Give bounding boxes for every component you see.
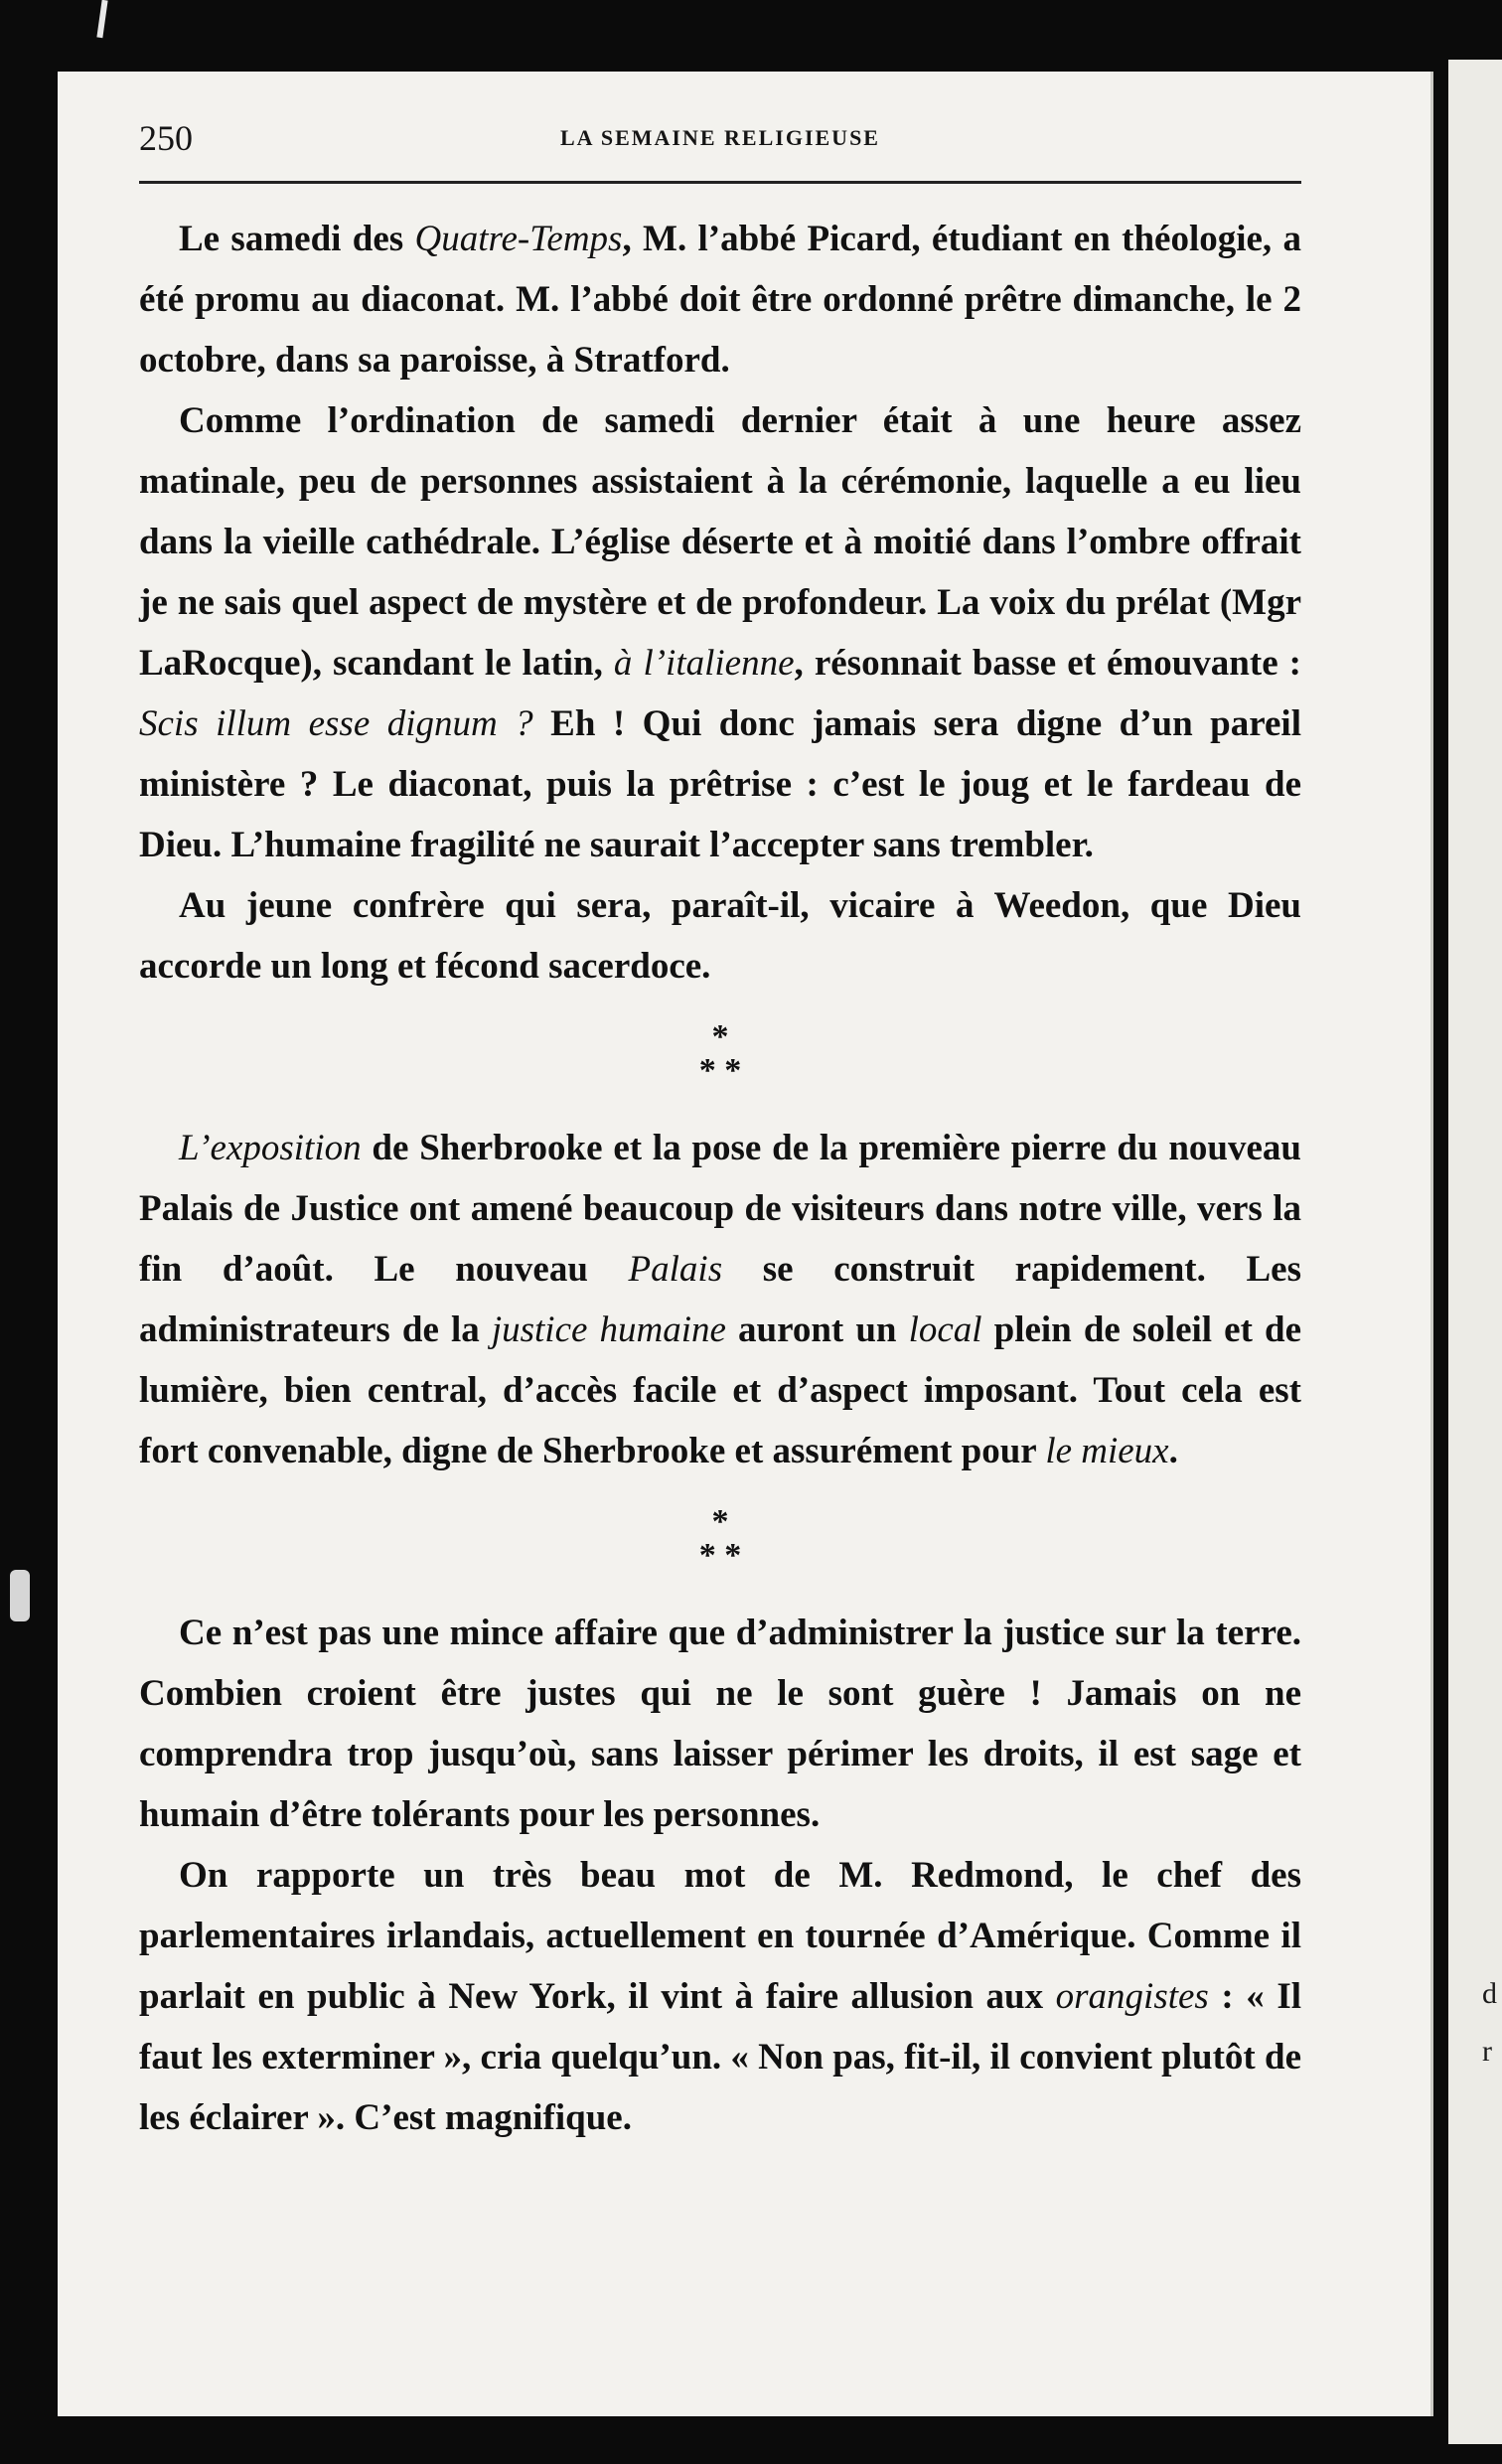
paragraph bbox=[139, 1845, 1301, 2148]
italic-text: justice humaine bbox=[491, 1309, 726, 1350]
paragraph bbox=[139, 209, 1301, 390]
italic-text: local bbox=[908, 1309, 982, 1350]
italic-text: à l’italienne bbox=[613, 643, 795, 684]
paragraph bbox=[139, 1603, 1301, 1845]
next-page-letter: r bbox=[1482, 2035, 1492, 2068]
page-header bbox=[139, 109, 1301, 169]
next-page-letter: d bbox=[1482, 1977, 1497, 2010]
paragraph bbox=[139, 875, 1301, 997]
text-run: , M. l’abbé Picard, étudiant en théologie, a été promu au diaconat. M. l’abbé doit être ordonné prêtre dimanche, le 2 octobre, dans sa paroisse, à Stratford. bbox=[139, 219, 1301, 381]
section-separator-asterism: * * * bbox=[698, 1503, 742, 1574]
text-run: Le samedi des bbox=[179, 219, 415, 259]
scan-mark bbox=[10, 1570, 30, 1621]
italic-text: Quatre-Temps bbox=[414, 219, 623, 259]
italic-text: Scis illum esse dignum ? bbox=[139, 703, 533, 744]
italic-text: L’exposition bbox=[179, 1128, 362, 1168]
text-run: auront un bbox=[725, 1309, 909, 1350]
text-run: Comme l’ordination de samedi dernier était à une heure assez matinale, peu de personnes assistaient à la cérémonie, laquelle a eu lieu dans la vieille cathédrale. L’église déserte et à moitié dans l’ombre offrait je ne sais quel aspect de mystère et de profondeur. La voix du prélat (Mgr LaRocque), scandant le latin, bbox=[139, 400, 1301, 684]
header-rule bbox=[139, 181, 1301, 184]
text-run: On rapporte un très beau mot de M. Redmond, le chef des parlementaires irlandais, actuellement en tournée d’Amérique. Comme il parlait en public à New York, il vint à faire allusion aux bbox=[139, 1855, 1301, 2017]
text-run: Eh ! Qui donc jamais sera digne d’un pareil ministère ? Le diaconat, puis la prêtrise : c’est le joug et le fardeau de Dieu. L’humaine fragilité ne saurait l’accepter sans trembler. bbox=[139, 703, 1301, 865]
paragraph bbox=[139, 1118, 1301, 1481]
running-head: LA SEMAINE RELIGIEUSE bbox=[560, 125, 880, 150]
italic-text: orangistes bbox=[1055, 1976, 1209, 2017]
page-number: 250 bbox=[139, 118, 193, 158]
text-run: : « Il faut les exterminer », cria quelqu’un. « Non pas, fit-il, il convient plutôt de les éclairer ». C’est magnifique. bbox=[139, 1976, 1302, 2138]
text-run: se construit rapidement. Les administrateurs de la bbox=[139, 1249, 1301, 1350]
paragraph bbox=[139, 390, 1301, 875]
text-run: , résonnait basse et émouvante : bbox=[794, 643, 1301, 684]
body-text bbox=[139, 209, 1301, 2148]
italic-text: le mieux bbox=[1045, 1431, 1169, 1471]
text-run: Au jeune confrère qui sera, paraît-il, vicaire à Weedon, que Dieu accorde un long et fécond sacerdoce. bbox=[139, 885, 1301, 987]
scan-mark bbox=[96, 0, 107, 38]
section-separator-asterism: * * * bbox=[698, 1018, 742, 1089]
text-run: plein de soleil et de lumière, bien central, d’accès facile et d’aspect imposant. Tout cela est fort convenable, digne de Sherbrooke et assurément pour bbox=[139, 1309, 1301, 1471]
text-run: Ce n’est pas une mince affaire que d’administrer la justice sur la terre. Combien croient être justes qui ne le sont guère ! Jamais on ne comprendra trop jusqu’où, sans laisser périmer les droits, il est sage et humain d’être tolérants pour les personnes. bbox=[139, 1613, 1301, 1835]
next-page-edge bbox=[1448, 60, 1502, 2444]
italic-text: Palais bbox=[628, 1249, 723, 1290]
text-run: de Sherbrooke et la pose de la première pierre du nouveau Palais de Justice ont amené beaucoup de visiteurs dans notre ville, vers la fin d’août. Le nouveau bbox=[139, 1128, 1301, 1290]
text-run: . bbox=[1168, 1431, 1178, 1471]
